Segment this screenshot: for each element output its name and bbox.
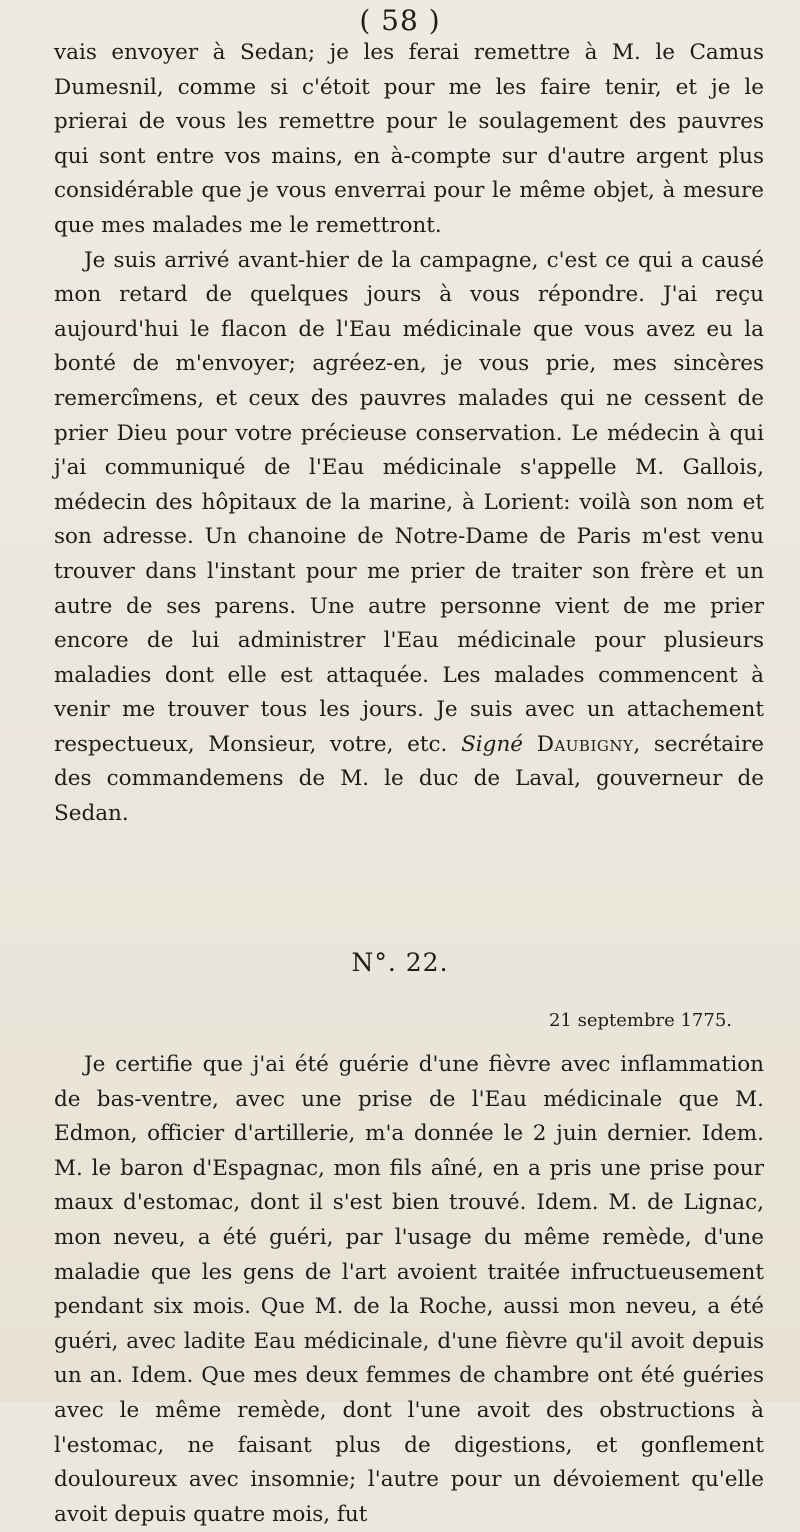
- document-number: N°. 22.: [351, 948, 449, 977]
- signed-label: Signé: [461, 731, 524, 757]
- paragraph-1: vais envoyer à Sedan; je les ferai remettre à M. le Camus Dumesnil, comme si c'étoit pour me les faire tenir, et je le prierai de vous les remettre pour le soulagement des pauvres qui sont entre vos mains, en à-compte sur d'autre argent plus considérable que je vous enverrai pour le même objet, à mesure que mes malades me le remettront.: [54, 40, 764, 238]
- signatory-name: Daubigny: [536, 731, 634, 757]
- letter-text: [54, 36, 764, 832]
- certificate-paragraph: Je certifie que j'ai été guérie d'une fièvre avec inflammation de bas-ventre, avec une prise de l'Eau médicinale que M. Edmon, officier d'artillerie, m'a donnée le 2 juin dernier. Idem. M. le baron d'Espagnac, mon fils aîné, en a pris une prise pour maux d'estomac, dont il s'est bien trouvé. Idem. M. de Lignac, mon neveu, a été guéri, par l'usage du même remède, d'une maladie que les gens de l'art avoient traitée infructueusement pendant six mois. Que M. de la Roche, aussi mon neveu, a été guéri, avec ladite Eau médicinale, d'une fièvre qu'il avoit depuis un an. Idem. Que mes deux femmes de chambre ont été guéries avec le même remède, dont l'une avoit des obstructions à l'estomac, ne faisant plus de digestions, et gonflement douloureux avec insomnie; l'autre pour un dévoiement qu'elle avoit depuis quatre mois, fut: [54, 1052, 764, 1527]
- page-number: ( 58 ): [359, 4, 441, 37]
- signatory-title: , secrétaire des commandemens de M. le duc de Laval, gouverneur de Sedan.: [54, 731, 765, 827]
- document-date: 21 septembre 1775.: [548, 1010, 732, 1031]
- paragraph-2-text: Je suis arrivé avant-hier de la campagne, c'est ce qui a causé mon retard de quelques jours à vous répondre. J'ai reçu aujourd'hui le flacon de l'Eau médicinale que vous avez eu la bonté de m'envoyer; agréez-en, je vous prie, mes sincères remercîmens, et ceux des pauvres malades qui ne cessent de prier Dieu pour votre précieuse conservation. Le médecin à qui j'ai communiqué de l'Eau médicinale s'appelle M. Gallois, médecin des hôpitaux de la marine, à Lorient: voilà son nom et son adresse. Un chanoine de Notre-Dame de Paris m'est venu trouver dans l'instant pour me prier de traiter son frère et un autre de ses parens. Une autre personne vient de me prier encore de lui administrer l'Eau médicinale pour plusieurs maladies dont elle est attaquée. Les malades commencent à venir me trouver tous les jours. Je suis avec un attachement respectueux, Monsieur, votre, etc.: [54, 247, 764, 757]
- certificate-text: [54, 1048, 764, 1532]
- paragraph-2: [54, 244, 764, 832]
